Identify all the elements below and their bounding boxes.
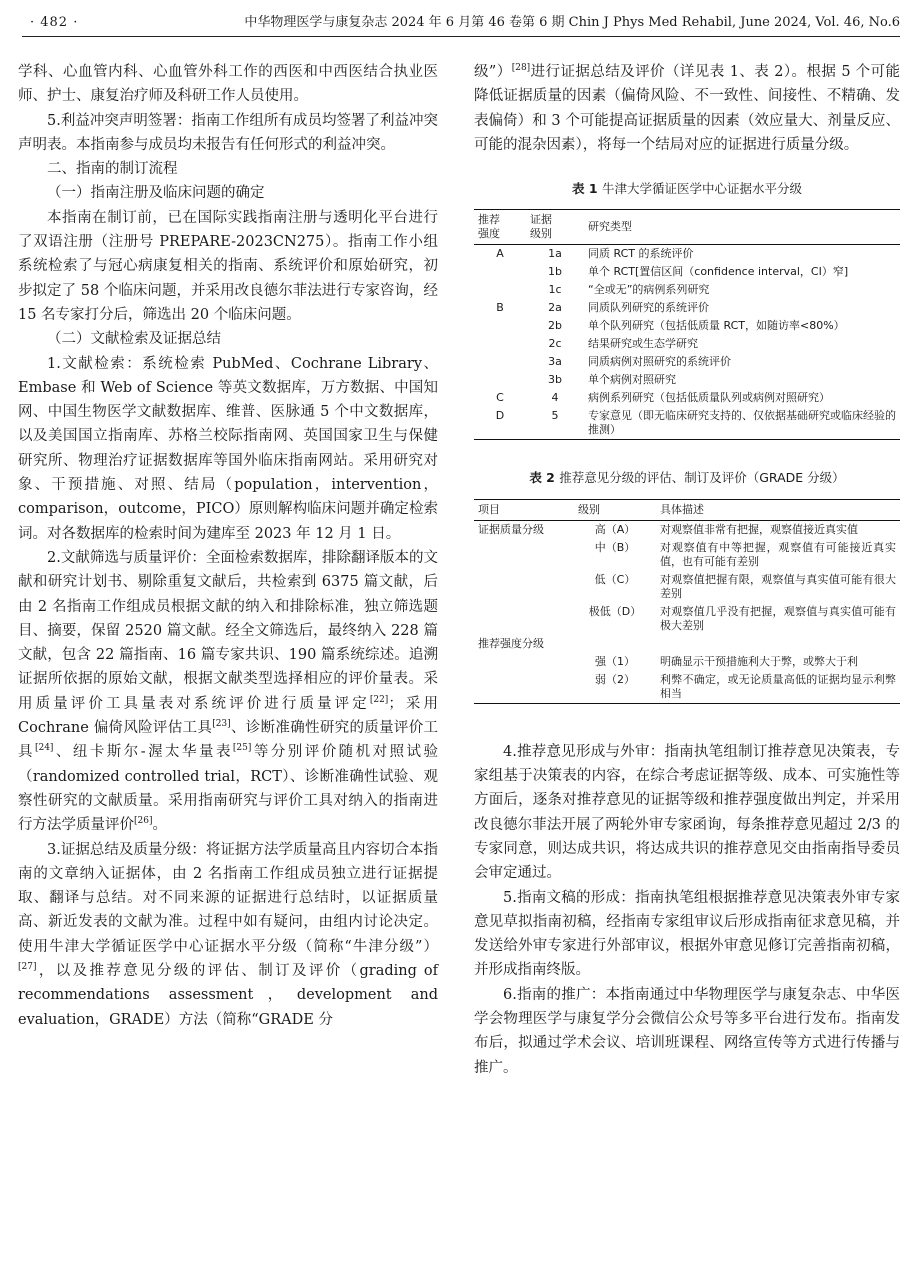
text-run: 等分别评价随机对照试验（randomized controlled trial，RCT）、诊断准确性试验、观察性研究的文献质量。采用指南研究与评价工具对纳入的指南进行方法学质量评价 <box>18 744 439 834</box>
table-cell <box>474 335 526 353</box>
table-cell: 5 <box>551 409 559 423</box>
subsection-heading: （一）指南注册及临床问题的确定 <box>47 185 265 202</box>
paragraph: 4.推荐意见形成与外审：指南执笔组制订推荐意见决策表，专家组基于决策表的内容，在综合考虑证据等级、成本、可实施性等方面后，逐条对推荐意见的证据等级和推荐强度做出判定，并采用改良德尔菲法开展了两轮外审专家函询，每条推荐意见超过 2/3 的专家同意，则达成共识，将达成共识的推荐意见交由指南指导委员会审定通过。 <box>474 743 900 882</box>
table-cell: 2b <box>548 319 562 333</box>
table-row <box>474 671 900 704</box>
text-run: 、诊断准确性研究的质量评价工具 <box>18 720 439 761</box>
table-row <box>474 520 900 539</box>
table1 <box>474 209 900 440</box>
paragraph: 6.指南的推广：本指南通过中华物理医学与康复杂志、中华医学会物理医学与康复学分会微信公众号等多平台进行发布。指南发布后，拟通过学术会议、培训班课程、网络宣传等方式进行传播与推广。 <box>474 986 900 1076</box>
paragraph: 5.指南文稿的形成：指南执笔组根据推荐意见决策表外审专家意见草拟指南初稿，经指南专家组审议后形成指南征求意见稿，并发送给外审专家进行外部审议，根据外审意见修订完善指南初稿，并形成指南终版。 <box>474 889 900 979</box>
table-cell: “全或无”的病例系列研究 <box>588 283 710 297</box>
table-row <box>474 317 900 335</box>
table-header-cell: 具体描述 <box>656 499 900 520</box>
table-cell: 利弊不确定，或无论质量高低的证据均显示利弊相当 <box>660 672 896 700</box>
citation: [24] <box>34 743 54 754</box>
table-cell: 高（A） <box>594 522 636 536</box>
table-cell <box>474 317 526 335</box>
table-cell: 对观察值非常有把握，观察值接近真实值 <box>660 522 858 536</box>
table1-label: 表 1 <box>572 181 598 197</box>
table-cell: 低（C） <box>594 572 636 586</box>
text-run: 进行证据总结及评价（详见表 1、表 2）。根据 5 个可能降低证据质量的因素（偏倚风险、不一致性、间接性、不精确、发表偏倚）和 3 个可能提高证据质量的因素（效应量大、剂量反应、可能的混杂因素），将每一个结局对应的证据进行质量分级。 <box>474 64 900 153</box>
journal-citation: 中华物理医学与康复杂志 2024 年 6 月第 46 卷第 6 期 Chin J Phys Med Rehabil, June 2024, Vol. 46, No.6 <box>244 15 900 30</box>
table-cell <box>474 603 574 635</box>
text-run: 、纽卡斯尔-渥太华量表 <box>53 744 233 761</box>
table2-label: 表 2 <box>529 470 555 486</box>
table-header-cell: 级别 <box>574 499 656 520</box>
table1-caption <box>474 177 900 201</box>
citation: [27] <box>18 962 37 973</box>
table-header-cell: 证据 级别 <box>526 210 584 245</box>
text-run: 。 <box>152 817 167 834</box>
table-row <box>474 539 900 571</box>
table-cell: 同质 RCT 的系统评价 <box>588 247 694 261</box>
table-cell <box>474 371 526 389</box>
table-cell: 病例系列研究（包括低质量队列或病例对照研究） <box>588 391 830 405</box>
table-cell: D <box>495 409 505 423</box>
table-cell <box>656 635 900 653</box>
table-cell: 极低（D） <box>588 604 642 618</box>
citation: [28] <box>511 63 531 74</box>
table-row <box>474 653 900 671</box>
table-cell <box>474 263 526 281</box>
table-cell: 对观察值几乎没有把握，观察值与真实值可能有极大差别 <box>660 604 896 632</box>
table-cell: 强（1） <box>595 654 635 668</box>
text-run: ；采用 Cochrane 偏倚风险评估工具 <box>18 695 439 737</box>
paragraph: 5.利益冲突声明签署：指南工作组所有成员均签署了利益冲突声明表。本指南参与成员均未报告有任何形式的利益冲突。 <box>18 112 438 153</box>
table-cell: 对观察值把握有限，观察值与真实值可能有很大差别 <box>660 572 896 600</box>
table-cell <box>474 539 574 571</box>
table-cell: 单个病例对照研究 <box>588 373 676 387</box>
table-cell: 1b <box>548 265 562 279</box>
table-cell: 明确显示干预措施利大于弊，或弊大于利 <box>660 654 858 668</box>
table-cell: 3b <box>548 373 562 387</box>
citation: [23] <box>212 719 231 730</box>
subsection-heading: （二）文献检索及证据总结 <box>47 331 221 348</box>
table-row <box>474 635 900 653</box>
table-row <box>474 407 900 440</box>
paragraph <box>18 838 438 1032</box>
paragraph: 本指南在制订前，已在国际实践指南注册与透明化平台进行了双语注册（注册号 PREPARE-2023CN275）。指南工作小组系统检索了与冠心病康复相关的指南、系统评价和原始研究，初步拟定了 58 个临床问题，并采用改良德尔菲法进行专家咨询，经 15 名专家打分后，筛选出 20 个临床问题。 <box>18 209 438 323</box>
text-run: ，以及推荐意见分级的评估、制订及评价（grading of recommendations assessment，development and evaluation，GRADE）方法（简称“GRADE 分 <box>18 962 438 1028</box>
table-cell: 证据质量分级 <box>478 522 544 536</box>
table-cell: B <box>496 301 504 315</box>
table-cell: 同质队列研究的系统评价 <box>588 301 709 315</box>
running-header <box>22 10 900 37</box>
citation: [22] <box>369 694 389 705</box>
table-row <box>474 281 900 299</box>
paragraph <box>18 546 438 838</box>
table2-caption <box>474 466 900 490</box>
table-cell: 结果研究或生态学研究 <box>588 337 698 351</box>
table-cell <box>574 635 656 653</box>
paragraph <box>474 60 900 157</box>
table-cell <box>474 353 526 371</box>
table-row <box>474 335 900 353</box>
table-row <box>474 371 900 389</box>
page-number: · 482 · <box>30 15 79 30</box>
section-heading: 二、指南的制订流程 <box>47 161 178 178</box>
table-header-cell: 研究类型 <box>584 210 900 245</box>
table-cell: 1c <box>548 283 562 297</box>
table-header-cell: 推荐 强度 <box>474 210 526 245</box>
text-run: 2.文献筛选与质量评价：全面检索数据库，排除翻译版本的文献和研究计划书、剔除重复文献后，共检索到 6375 篇文献，后由 2 名指南工作组成员根据文献的纳入和排除标准，独立筛选题目、摘要，保留 2520 篇文献。经全文筛选后，最终纳入 228 篇文献，包含 22 篇指南、16 篇专家共识、190 篇系统综述。追溯证据所依据的原始文献，根据文献类型选择相应的评价量表。采用质量评价工具量表对系统评价进行质量评定 <box>18 549 438 712</box>
table-cell: 中（B） <box>594 540 636 554</box>
table-cell <box>474 281 526 299</box>
paragraph: 学科、心血管内科、心血管外科工作的西医和中西医结合执业医师、护士、康复治疗师及科研工作人员使用。 <box>18 64 438 105</box>
citation: [26] <box>134 816 153 827</box>
table-cell: 单个 RCT[置信区间（confidence interval，CI）窄] <box>588 265 849 279</box>
table-cell: 推荐强度分级 <box>478 636 544 650</box>
table-cell: A <box>496 247 504 261</box>
text-run: 级”） <box>474 64 512 80</box>
table-cell: 3a <box>548 355 562 369</box>
table-cell: 同质病例对照研究的系统评价 <box>588 355 731 369</box>
paragraph: 1.文献检索：系统检索 PubMed、Cochrane Library、Embase 和 Web of Science 等英文数据库，万方数据、中国知网、中国生物医学文献数据库、维普、医脉通 5 个中文数据库，以及美国国立指南库、苏格兰校际指南网、英国国家卫生与保健研究所、物理治疗证据数据库等国外临床指南网站。采用研究对象、干预措施、对照、结局（population，intervention，comparison，outcome，PICO）原则解构临床问题并确定检索词。对各数据库的检索时间为建库至 2023 年 12 月 1 日。 <box>18 355 438 542</box>
table2-title: 推荐意见分级的评估、制订及评价（GRADE 分级） <box>559 470 845 486</box>
table-cell: 2c <box>548 337 562 351</box>
table-cell: 2a <box>548 301 562 315</box>
table-cell: C <box>496 391 504 405</box>
table-cell: 弱（2） <box>595 672 635 686</box>
table-row <box>474 389 900 407</box>
table-row <box>474 571 900 603</box>
table-cell <box>474 571 574 603</box>
table-row <box>474 299 900 317</box>
table-cell <box>474 653 574 671</box>
table1-title: 牛津大学循证医学中心证据水平分级 <box>601 181 802 197</box>
citation: [25] <box>232 743 252 754</box>
table-cell: 4 <box>551 391 559 405</box>
table-cell: 单个队列研究（包括低质量 RCT，如随访率<80%） <box>588 319 845 333</box>
table-cell: 对观察值有中等把握，观察值有可能接近真实值，也有可能有差别 <box>660 540 896 568</box>
table-cell <box>474 671 574 704</box>
table-row <box>474 263 900 281</box>
table-cell: 1a <box>548 247 562 261</box>
table-row <box>474 245 900 264</box>
table-cell: 专家意见（即无临床研究支持的、仅依据基础研究或临床经验的推测） <box>588 409 896 437</box>
right-column <box>474 60 900 1080</box>
text-run: 3.证据总结及质量分级：将证据方法学质量高且内容切合本指南的文章纳入证据体，由 2 名指南工作组成员独立进行证据提取、翻译与总结。对不同来源的证据进行总结时，以证据质量高、新近发表的文献为准。过程中如有疑问，由组内讨论决定。使用牛津大学循证医学中心证据水平分级（简称“牛津分级”） <box>18 841 438 955</box>
table-header-cell: 项目 <box>474 499 574 520</box>
left-column <box>18 60 438 1032</box>
table-row <box>474 353 900 371</box>
table-row <box>474 603 900 635</box>
table2 <box>474 499 900 704</box>
